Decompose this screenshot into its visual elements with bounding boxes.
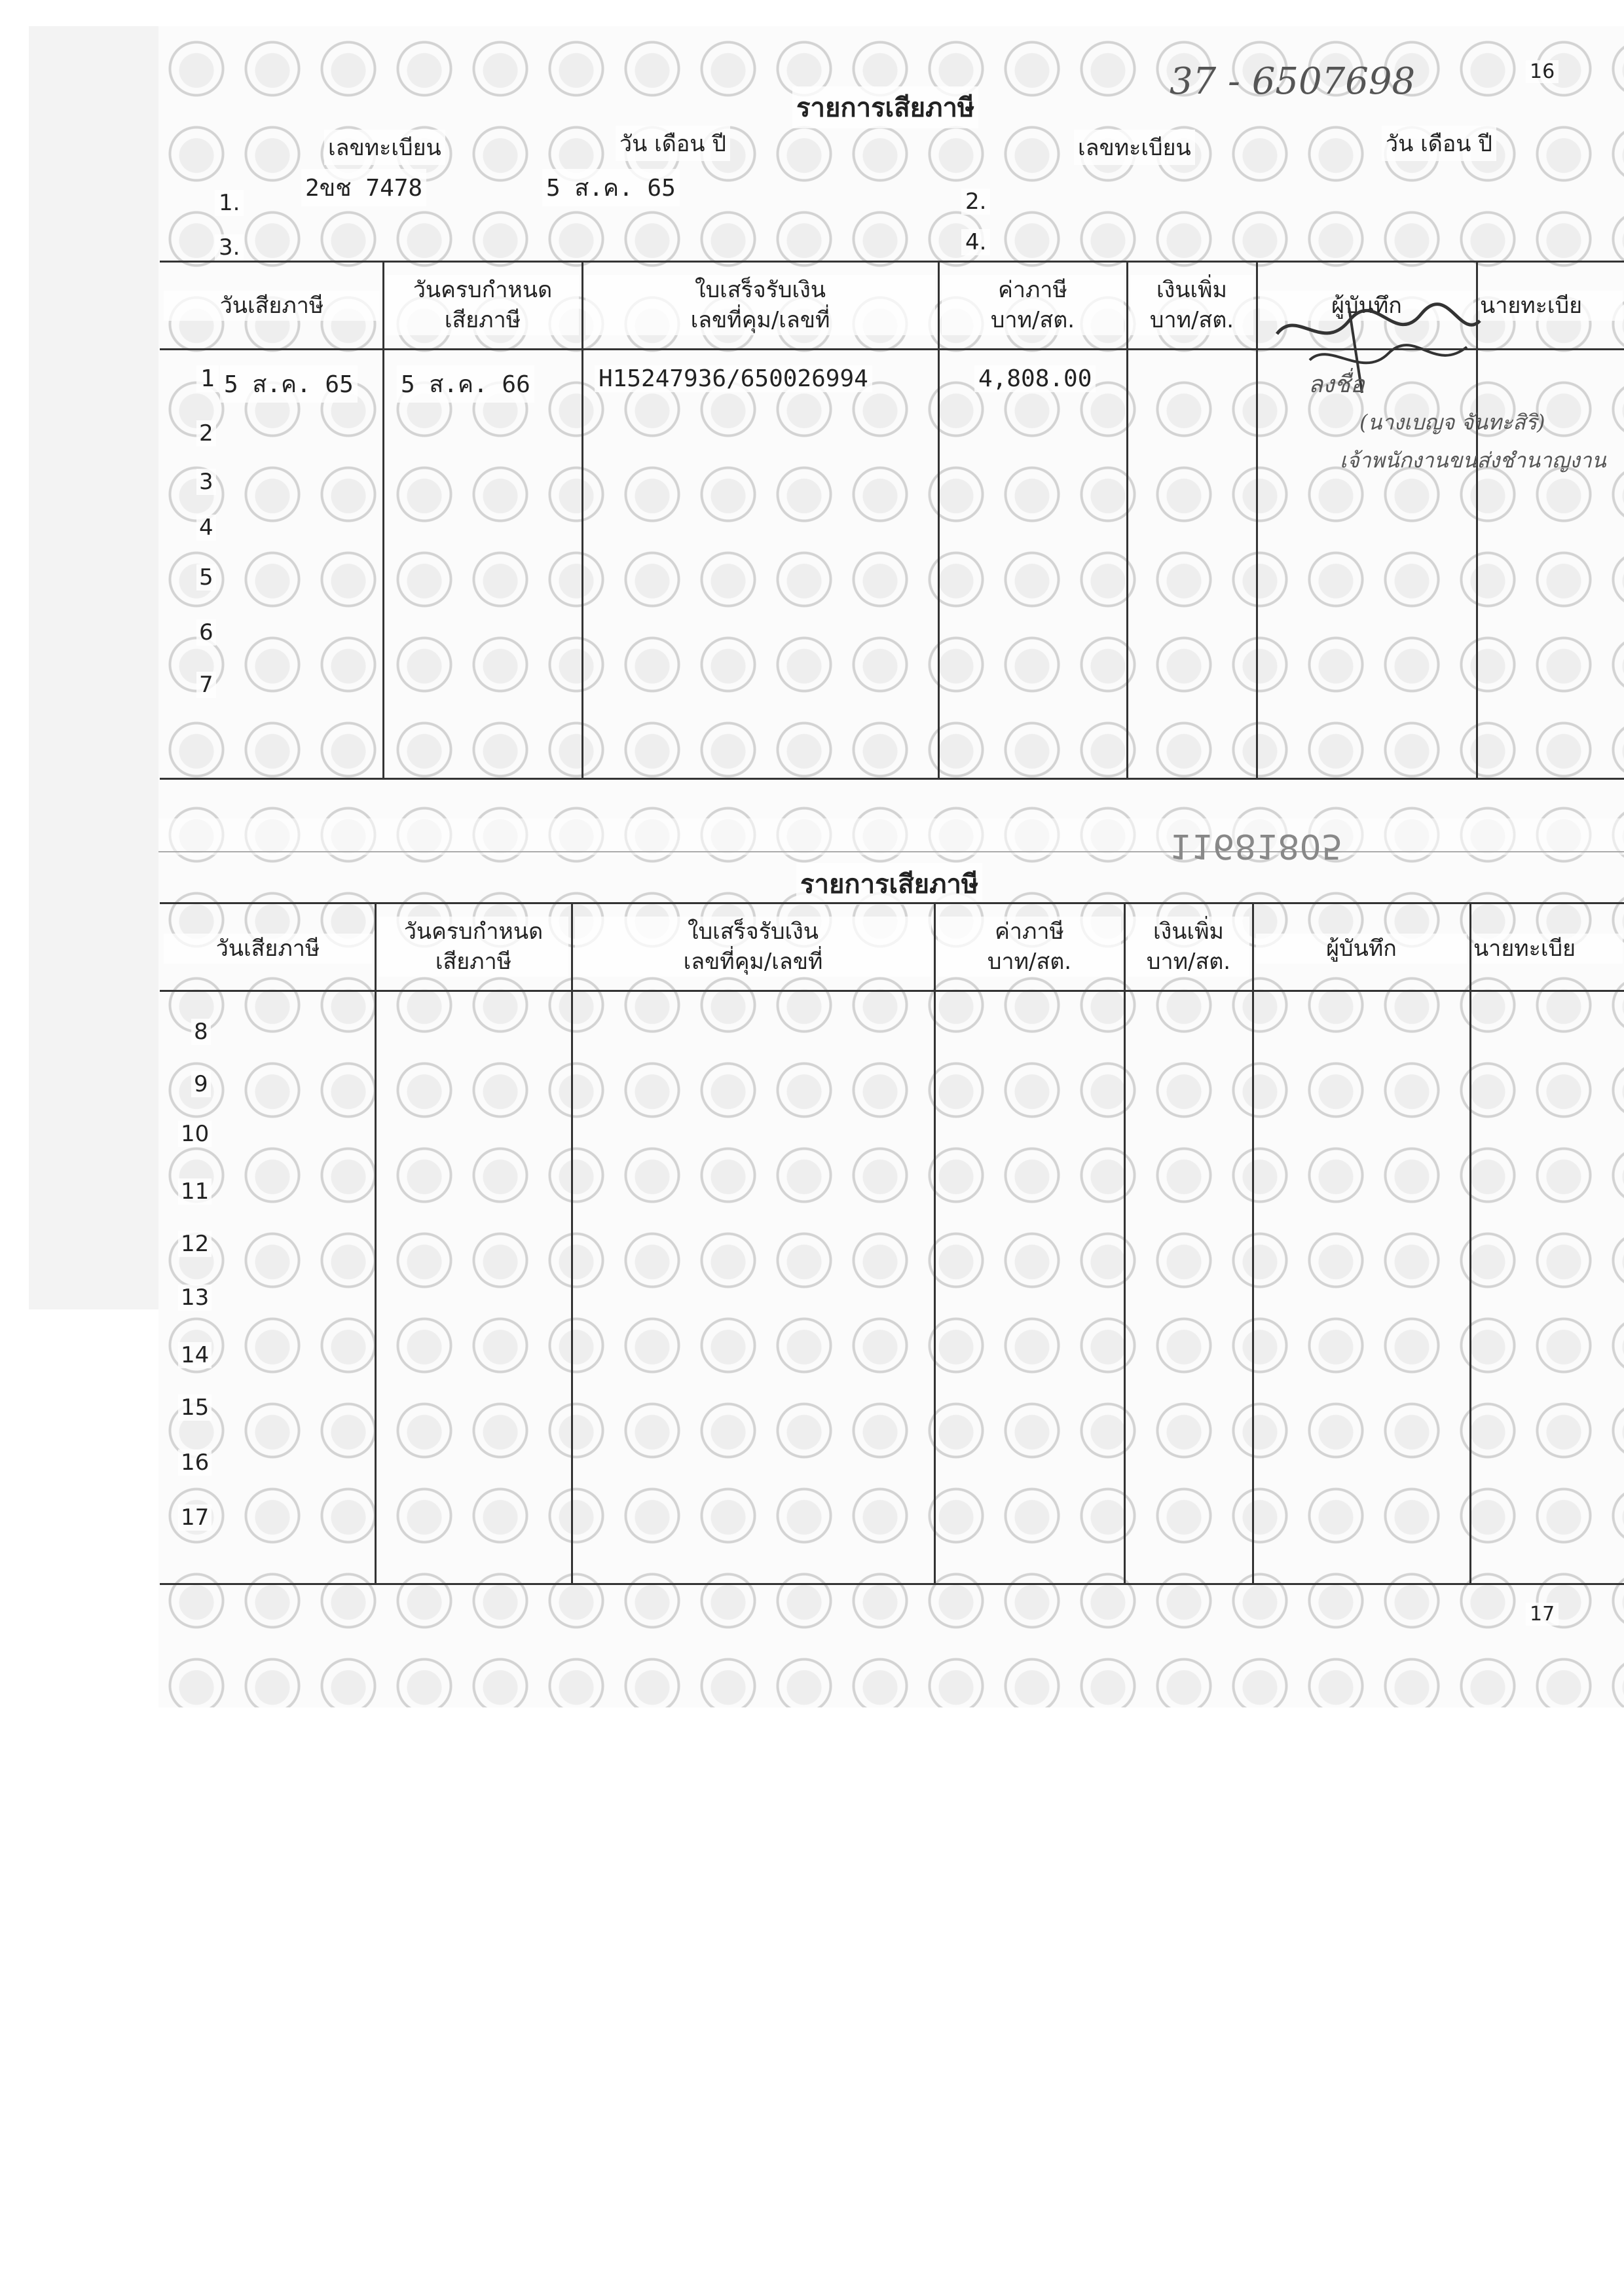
lower-table-bottom-border	[160, 1583, 1624, 1585]
lower-col-divider	[571, 902, 573, 1583]
row-number: 5	[196, 564, 216, 591]
scan-left-strip	[29, 26, 160, 1309]
upper-table-top-border	[160, 261, 1624, 263]
row-number: 14	[178, 1342, 212, 1368]
lower-header-recorder: ผู้บันทึก	[1256, 934, 1467, 964]
row-number: 16	[178, 1449, 212, 1476]
line1-number: 1.	[215, 190, 244, 216]
row1-due-date: 5 ส.ค. 66	[397, 365, 534, 403]
upper-col-divider	[938, 261, 940, 778]
row-number: 13	[178, 1285, 212, 1311]
row1-number: 1	[196, 365, 219, 392]
lower-header-registrar: นายทะเบีย	[1473, 934, 1623, 964]
page-fold-band	[158, 818, 1624, 855]
lower-table-header-border	[160, 990, 1624, 992]
upper-col-divider	[1126, 261, 1128, 778]
lower-col-divider	[1469, 902, 1471, 1583]
upper-col-divider	[1256, 261, 1258, 778]
line1-registration: 2ขช 7478	[301, 169, 426, 206]
stamp-officer-title: เจ้าพนักงานขนส่งชำนาญงาน	[1340, 448, 1606, 473]
row-number: 8	[191, 1019, 211, 1045]
row-number: 17	[178, 1504, 212, 1531]
lower-col-divider	[934, 902, 936, 1583]
row1-tax-amount: 4,808.00	[974, 365, 1096, 392]
row-number: 2	[196, 420, 216, 446]
upper-header-receipt: ใบเสร็จรับเงิน เลขที่คุม/เลขที่	[585, 275, 935, 335]
row-number: 15	[178, 1394, 212, 1421]
reg-label-left: เลขทะเบียน	[324, 130, 445, 165]
upper-title: รายการเสียภาษี	[792, 86, 978, 128]
upper-header-tax-date: วันเสียภาษี	[164, 291, 380, 321]
row1-tax-date: 5 ส.ค. 65	[220, 365, 358, 403]
upper-col-divider	[581, 261, 583, 778]
upper-page-number: 16	[1526, 60, 1559, 83]
row-number: 12	[178, 1231, 212, 1257]
line2-number: 2.	[961, 189, 990, 215]
line1-date: 5 ส.ค. 65	[542, 169, 680, 206]
lower-table-top-border	[160, 902, 1624, 904]
lower-title: รายการเสียภาษี	[796, 863, 982, 905]
row-number: 4	[196, 515, 216, 541]
lower-col-divider	[375, 902, 377, 1583]
lower-header-tax-date: วันเสียภาษี	[164, 934, 372, 964]
handwritten-file-number: 37 - 6507698	[1170, 60, 1416, 103]
line3-number: 3.	[215, 234, 244, 261]
upper-header-recorder: ผู้บันทึก	[1260, 291, 1473, 321]
row-number: 6	[196, 619, 216, 646]
page-fold-line	[158, 851, 1624, 852]
lower-col-divider	[1124, 902, 1126, 1583]
reg-label-right: เลขทะเบียน	[1074, 130, 1195, 165]
row-number: 3	[196, 469, 216, 495]
row-number: 9	[191, 1071, 211, 1097]
line4-number: 4.	[961, 229, 990, 255]
stamp-officer-name: (นางเบญจ จันทะสิริ)	[1359, 410, 1545, 435]
lower-header-receipt: ใบเสร็จรับเงิน เลขที่คุม/เลขที่	[575, 917, 931, 977]
upper-header-surcharge: เงินเพิ่ม บาท/สต.	[1130, 275, 1253, 335]
date-label-left: วัน เดือน ปี	[616, 126, 730, 161]
row1-receipt: H15247936/650026994	[595, 365, 872, 392]
faint-mirrored-number: 11681805	[1170, 826, 1343, 866]
lower-header-surcharge: เงินเพิ่ม บาท/สต.	[1128, 917, 1249, 977]
row-number: 7	[196, 672, 216, 698]
upper-header-registrar: นายทะเบีย	[1480, 291, 1623, 321]
stamp-sign-label: ลงชื่อ	[1308, 371, 1365, 398]
upper-table-bottom-border	[160, 778, 1624, 780]
row-number: 11	[178, 1178, 212, 1205]
signature-scribble	[1270, 295, 1486, 399]
date-label-right: วัน เดือน ปี	[1382, 126, 1496, 161]
lower-header-tax: ค่าภาษี บาท/สต.	[938, 917, 1121, 977]
row-number: 10	[178, 1121, 212, 1147]
lower-header-due-date: วันครบกำหนด เสียภาษี	[378, 917, 568, 977]
lower-page-number: 17	[1526, 1603, 1559, 1626]
upper-header-due-date: วันครบกำหนด เสียภาษี	[386, 275, 579, 335]
lower-col-divider	[1252, 902, 1254, 1583]
upper-header-tax: ค่าภาษี บาท/สต.	[942, 275, 1124, 335]
upper-col-divider	[382, 261, 384, 778]
